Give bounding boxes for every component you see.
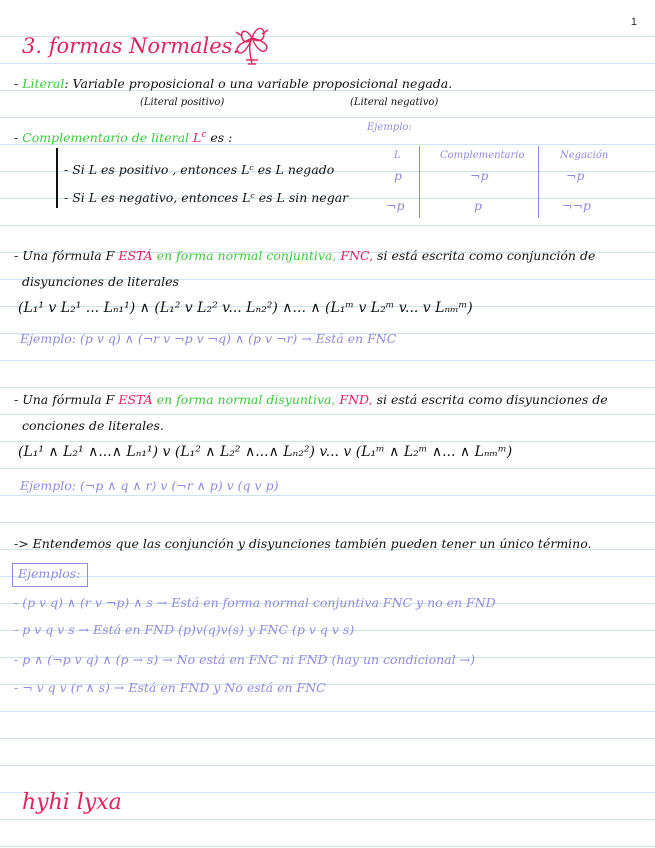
table-header-negation: Negación (560, 150, 609, 161)
example-item: - p ∧ (¬p v q) ∧ (p → s) → No está en FNC ni FND (hay un condicional →) (14, 652, 475, 667)
complement-title: Complementario de literal (22, 130, 190, 146)
complement-rule-1: - Si L es positivo , entonces Lᶜ es L negado (64, 162, 335, 177)
fnc-definition-line-2: disyunciones de literales (22, 274, 179, 289)
table-divider (538, 146, 539, 218)
fnd-esta: ESTÁ (118, 392, 153, 407)
fnd-example: Ejemplo: (¬p ∧ q ∧ r) v (¬r ∧ p) v (q v p) (20, 478, 279, 493)
fnd-rest: si está escrita como disyunciones de (376, 392, 608, 407)
fnc-term: en forma normal conjuntiva, (156, 248, 337, 263)
example-label: Ejemplo: (367, 122, 412, 133)
page-number: 1 (630, 16, 637, 28)
example-item: - p v q v s → Está en FND (p)v(q)v(s) y FNC (p v q v s) (14, 622, 355, 637)
table-cell: p (474, 198, 483, 213)
fnd-term: en forma normal disyuntiva, (156, 392, 336, 407)
table-cell: p (394, 168, 403, 183)
literal-line (14, 76, 452, 91)
example-item: - (p v q) ∧ (r v ¬p) ∧ s → Está en forma normal conjuntiva FNC y no en FND (14, 595, 496, 610)
fnc-abbr: FNC, (340, 248, 374, 263)
fnd-formula: (L₁¹ ∧ L₂¹ ∧...∧ Lₙ₁¹) v (L₁² ∧ L₂² ∧...∧ Lₙ₂²) v... v (L₁ᵐ ∧ L₂ᵐ ∧... ∧ Lₙₘᵐ) (18, 444, 513, 460)
complement-heading (14, 130, 232, 145)
complement-tail: es : (210, 130, 233, 146)
fnc-intro: - Una fórmula F (14, 248, 115, 263)
fnd-intro: - Una fórmula F (14, 392, 115, 407)
table-cell: ¬p (566, 168, 585, 183)
positive-literal-note: (Literal positivo) (140, 97, 225, 108)
table-cell: ¬¬p (562, 198, 591, 213)
page-title: 3. formas Normales. (22, 34, 240, 58)
complement-symbol: L (193, 130, 202, 146)
flower-doodle (226, 20, 278, 68)
fnc-rest: si está escrita como conjunción de (377, 248, 596, 263)
table-header-l: L (394, 150, 401, 161)
examples-label: Ejemplos: (18, 566, 81, 581)
fnc-esta: ESTÁ (118, 248, 153, 263)
rules-bracket (56, 148, 58, 208)
example-item: - ¬ v q v (r ∧ s) → Está en FND y No está en FNC (14, 680, 326, 695)
fnd-definition-line-2: conciones de literales. (22, 418, 164, 433)
bullet-dash: - (14, 130, 19, 146)
fnd-abbr: FND, (339, 392, 373, 407)
table-header-complement: Complementario (440, 150, 525, 161)
note-text: -> Entendemos que las conjunción y disyunciones también pueden tener un único término. (14, 536, 592, 551)
literal-definition: : Variable proposicional o una variable proposicional negada. (64, 76, 453, 91)
literal-term: Literal (22, 76, 65, 91)
table-cell: ¬p (386, 198, 405, 213)
table-divider (419, 146, 420, 218)
fnd-definition-line (14, 392, 608, 407)
signature: hyhi lyxa (22, 790, 122, 815)
fnc-definition-line (14, 248, 595, 263)
complement-rule-2: - Si L es negativo, entonces Lᶜ es L sin negar (64, 190, 349, 205)
table-cell: ¬p (470, 168, 489, 183)
complement-sup: c (201, 130, 207, 140)
negative-literal-note: (Literal negativo) (350, 97, 439, 108)
fnc-example: Ejemplo: (p v q) ∧ (¬r v ¬p v ¬q) ∧ (p v ¬r) → Está en FNC (20, 331, 397, 346)
bullet-dash: - (14, 76, 19, 91)
fnc-formula: (L₁¹ v L₂¹ ... Lₙ₁¹) ∧ (L₁² v L₂² v... Lₙ₂²) ∧... ∧ (L₁ᵐ v L₂ᵐ v... v Lₙₘᵐ) (18, 300, 473, 316)
